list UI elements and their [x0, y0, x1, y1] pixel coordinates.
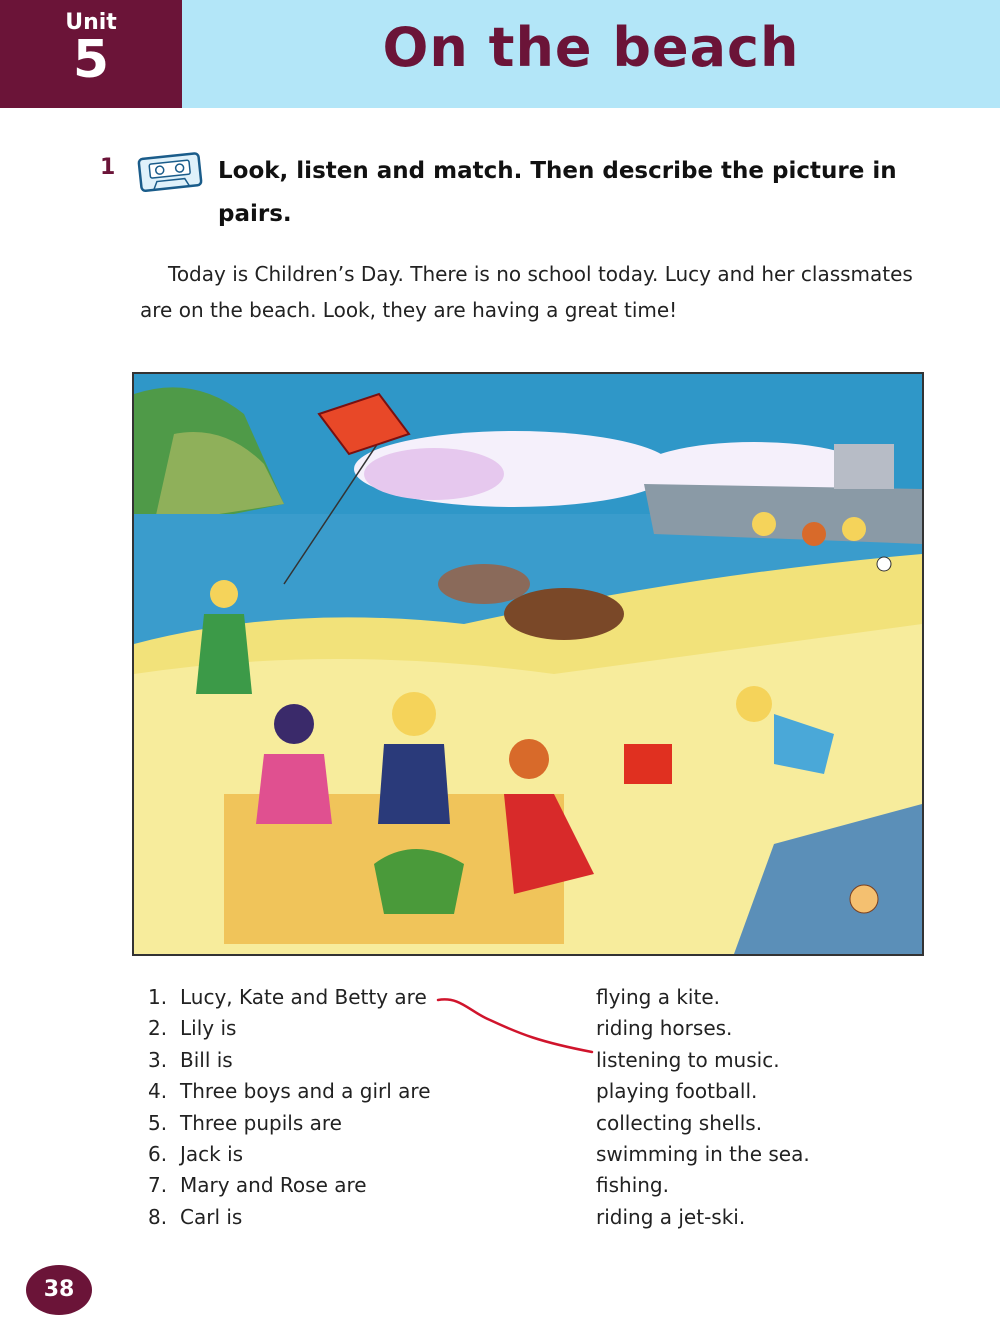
page-number: 38 — [26, 1265, 92, 1315]
match-subject-item[interactable]: 3. Bill is — [148, 1047, 233, 1072]
title-bar — [182, 0, 1000, 108]
cassette-tape-icon[interactable] — [136, 150, 206, 194]
match-activity-item[interactable]: flying a kite. — [596, 985, 720, 1009]
match-activity-item[interactable]: swimming in the sea. — [596, 1142, 810, 1167]
match-subject-item[interactable]: 6. Jack is — [148, 1142, 244, 1167]
match-subject-item[interactable]: 4. Three boys and a girl are — [148, 1079, 431, 1104]
match-subject-item[interactable]: 7. Mary and Rose are — [148, 1173, 367, 1198]
match-subject-item[interactable]: 2. Lily is — [148, 1016, 237, 1041]
match-activity-item[interactable]: fishing. — [596, 1173, 669, 1198]
match-subjects-list — [148, 982, 431, 1233]
match-activity-item[interactable]: riding horses. — [596, 1016, 733, 1041]
page-title: On the beach — [382, 16, 800, 79]
unit-number: 5 — [72, 30, 110, 90]
beach-scene — [134, 374, 922, 954]
example-match-line — [430, 990, 600, 1060]
match-activities-list — [596, 982, 810, 1233]
match-subject-item[interactable]: 5. Three pupils are — [148, 1110, 342, 1135]
match-subject-item[interactable]: 8. Carl is — [148, 1204, 243, 1229]
match-activity-item[interactable]: collecting shells. — [596, 1110, 763, 1135]
match-activity-item[interactable]: riding a jet-ski. — [596, 1204, 746, 1229]
exercise-number: 1 — [100, 155, 116, 180]
match-activity-item[interactable]: playing football. — [596, 1079, 758, 1104]
match-subject-item[interactable]: 1. Lucy, Kate and Betty are — [148, 985, 427, 1009]
intro-paragraph: Today is Children’s Day. There is no school today. Lucy and her classmates are on the beach. Look, they are having a great time! — [140, 262, 913, 322]
unit-badge — [0, 0, 182, 108]
exercise-instruction: Look, listen and match. Then describe the picture in pairs. — [218, 158, 897, 227]
match-activity-item[interactable]: listening to music. — [596, 1047, 780, 1072]
beach-illustration — [132, 372, 924, 956]
unit-label: Unit — [65, 10, 117, 35]
